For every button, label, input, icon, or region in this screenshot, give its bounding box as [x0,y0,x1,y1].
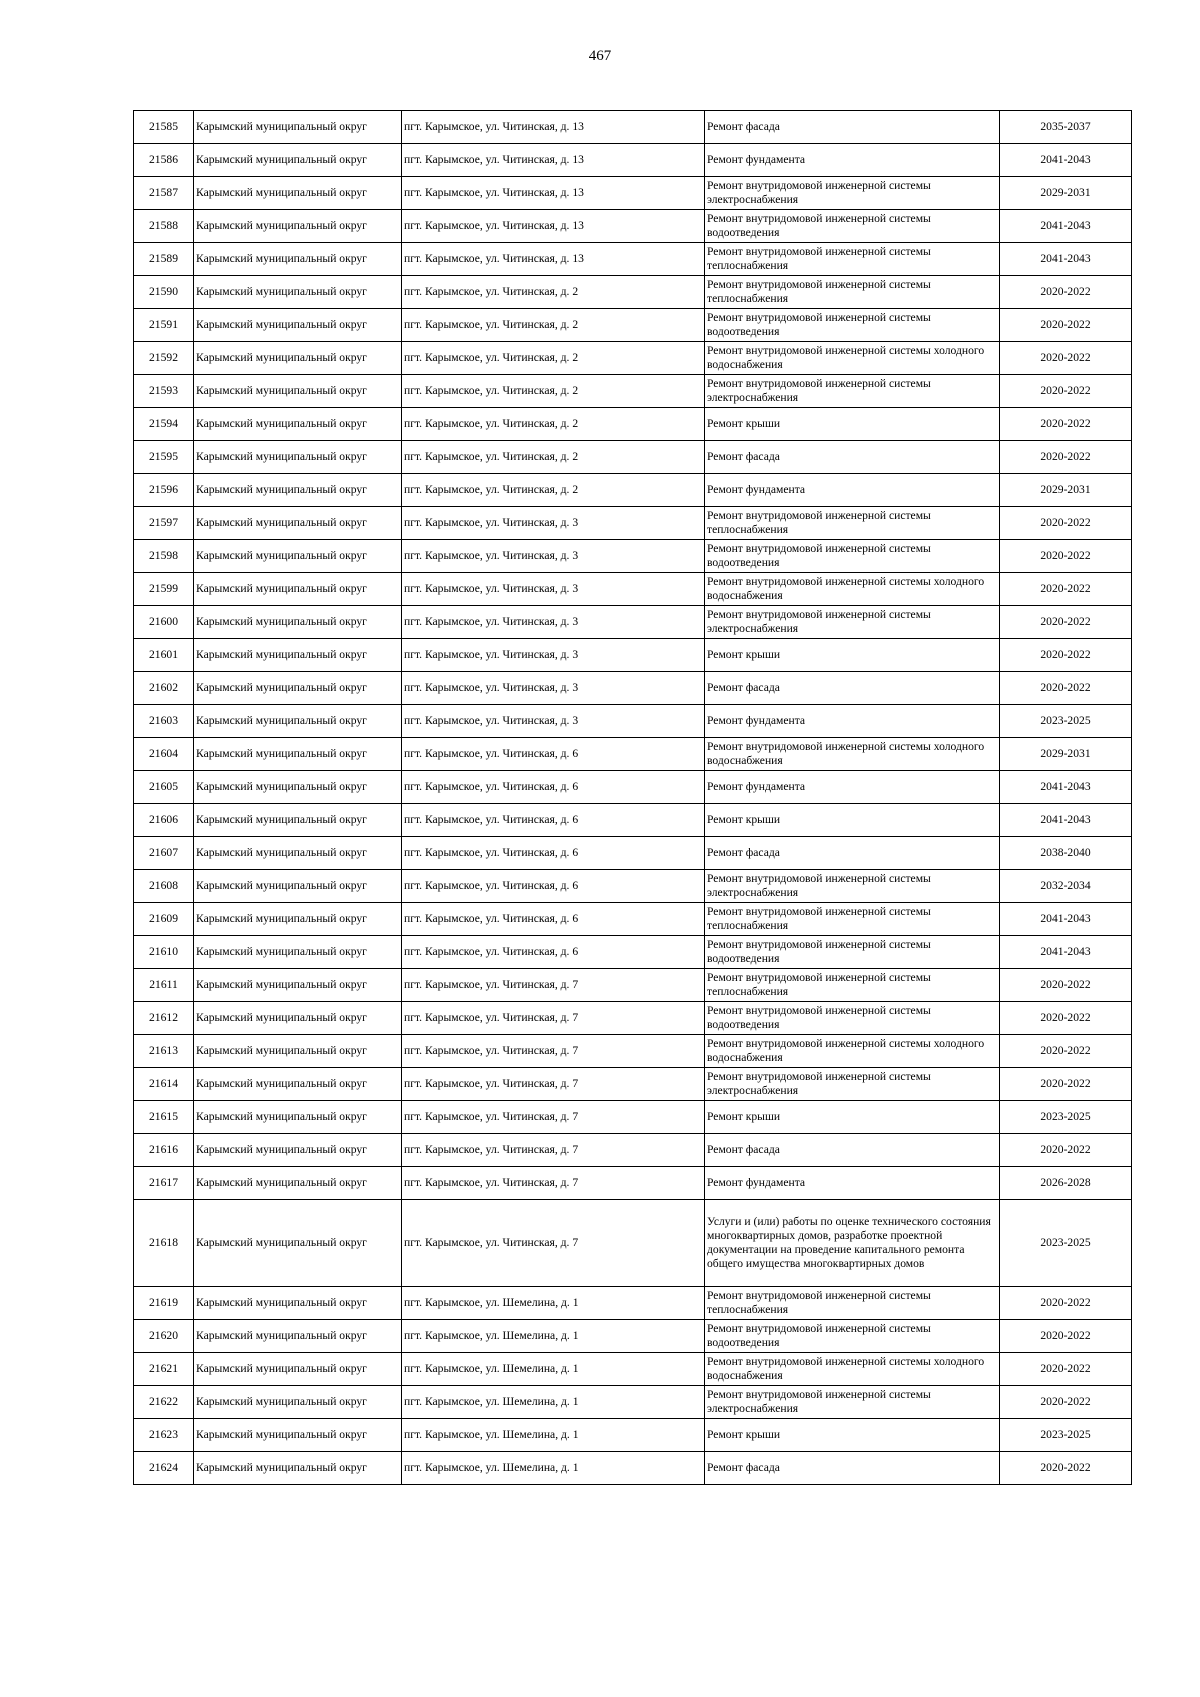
cell-row-number: 21592 [134,342,194,375]
cell-municipality: Карымский муниципальный округ [194,606,402,639]
cell-row-number: 21596 [134,474,194,507]
cell-row-number: 21623 [134,1419,194,1452]
table-row [134,540,1132,573]
cell-row-number: 21601 [134,639,194,672]
table-row [134,1353,1132,1386]
cell-municipality: Карымский муниципальный округ [194,804,402,837]
cell-municipality: Карымский муниципальный округ [194,507,402,540]
cell-work-type: Ремонт внутридомовой инженерной системы теплоснабжения [705,276,1000,309]
cell-work-type: Ремонт внутридомовой инженерной системы водоотведения [705,1002,1000,1035]
cell-address: пгт. Карымское, ул. Читинская, д. 7 [402,1002,705,1035]
cell-address: пгт. Карымское, ул. Читинская, д. 2 [402,441,705,474]
cell-address: пгт. Карымское, ул. Читинская, д. 13 [402,111,705,144]
cell-address: пгт. Карымское, ул. Шемелина, д. 1 [402,1419,705,1452]
table-row [134,639,1132,672]
table-row [134,474,1132,507]
cell-period: 2020-2022 [1000,276,1132,309]
cell-period: 2023-2025 [1000,1101,1132,1134]
cell-period: 2020-2022 [1000,672,1132,705]
cell-municipality: Карымский муниципальный округ [194,375,402,408]
table-row [134,1452,1132,1485]
cell-period: 2026-2028 [1000,1167,1132,1200]
cell-row-number: 21603 [134,705,194,738]
cell-period: 2020-2022 [1000,342,1132,375]
cell-work-type: Ремонт внутридомовой инженерной системы холодного водоснабжения [705,1035,1000,1068]
cell-work-type: Ремонт фундамента [705,705,1000,738]
table-row [134,573,1132,606]
cell-work-type: Ремонт внутридомовой инженерной системы электроснабжения [705,606,1000,639]
cell-work-type: Ремонт внутридомовой инженерной системы холодного водоснабжения [705,1353,1000,1386]
cell-address: пгт. Карымское, ул. Читинская, д. 7 [402,1101,705,1134]
cell-period: 2023-2025 [1000,1200,1132,1287]
cell-work-type: Ремонт фундамента [705,144,1000,177]
cell-municipality: Карымский муниципальный округ [194,1353,402,1386]
table-row [134,375,1132,408]
cell-row-number: 21622 [134,1386,194,1419]
table-row [134,870,1132,903]
cell-period: 2041-2043 [1000,771,1132,804]
cell-municipality: Карымский муниципальный округ [194,705,402,738]
cell-row-number: 21588 [134,210,194,243]
cell-address: пгт. Карымское, ул. Читинская, д. 6 [402,936,705,969]
cell-period: 2035-2037 [1000,111,1132,144]
cell-row-number: 21594 [134,408,194,441]
cell-period: 2029-2031 [1000,474,1132,507]
cell-work-type: Ремонт крыши [705,1419,1000,1452]
cell-work-type: Ремонт фундамента [705,474,1000,507]
cell-work-type: Ремонт внутридомовой инженерной системы теплоснабжения [705,969,1000,1002]
cell-address: пгт. Карымское, ул. Читинская, д. 6 [402,804,705,837]
cell-address: пгт. Карымское, ул. Читинская, д. 7 [402,1068,705,1101]
cell-period: 2041-2043 [1000,144,1132,177]
cell-work-type: Ремонт крыши [705,1101,1000,1134]
cell-address: пгт. Карымское, ул. Читинская, д. 3 [402,639,705,672]
cell-municipality: Карымский муниципальный округ [194,540,402,573]
table-row [134,408,1132,441]
cell-address: пгт. Карымское, ул. Читинская, д. 6 [402,903,705,936]
cell-municipality: Карымский муниципальный округ [194,639,402,672]
cell-period: 2029-2031 [1000,738,1132,771]
cell-address: пгт. Карымское, ул. Читинская, д. 6 [402,837,705,870]
table-row [134,606,1132,639]
cell-address: пгт. Карымское, ул. Читинская, д. 2 [402,408,705,441]
table-row [134,276,1132,309]
cell-row-number: 21619 [134,1287,194,1320]
cell-row-number: 21589 [134,243,194,276]
cell-period: 2041-2043 [1000,243,1132,276]
cell-period: 2020-2022 [1000,606,1132,639]
cell-address: пгт. Карымское, ул. Шемелина, д. 1 [402,1452,705,1485]
cell-period: 2032-2034 [1000,870,1132,903]
cell-period: 2020-2022 [1000,375,1132,408]
cell-row-number: 21606 [134,804,194,837]
cell-period: 2038-2040 [1000,837,1132,870]
cell-period: 2020-2022 [1000,969,1132,1002]
table-row [134,210,1132,243]
table-row [134,1035,1132,1068]
cell-work-type: Ремонт крыши [705,804,1000,837]
cell-row-number: 21616 [134,1134,194,1167]
cell-row-number: 21605 [134,771,194,804]
cell-row-number: 21609 [134,903,194,936]
table-row [134,1287,1132,1320]
cell-period: 2020-2022 [1000,507,1132,540]
cell-period: 2020-2022 [1000,1386,1132,1419]
cell-municipality: Карымский муниципальный округ [194,1068,402,1101]
cell-municipality: Карымский муниципальный округ [194,1200,402,1287]
table-row [134,969,1132,1002]
cell-work-type: Ремонт фасада [705,672,1000,705]
cell-municipality: Карымский муниципальный округ [194,672,402,705]
cell-municipality: Карымский муниципальный округ [194,1386,402,1419]
cell-municipality: Карымский муниципальный округ [194,936,402,969]
cell-period: 2041-2043 [1000,804,1132,837]
cell-row-number: 21593 [134,375,194,408]
cell-work-type: Ремонт фасада [705,1452,1000,1485]
cell-row-number: 21590 [134,276,194,309]
table-row [134,1386,1132,1419]
cell-address: пгт. Карымское, ул. Читинская, д. 3 [402,606,705,639]
cell-period: 2020-2022 [1000,540,1132,573]
cell-municipality: Карымский муниципальный округ [194,111,402,144]
table-row [134,738,1132,771]
cell-period: 2020-2022 [1000,1068,1132,1101]
table-row [134,1200,1132,1287]
cell-municipality: Карымский муниципальный округ [194,177,402,210]
table-row [134,1419,1132,1452]
cell-row-number: 21597 [134,507,194,540]
table-row [134,936,1132,969]
cell-row-number: 21621 [134,1353,194,1386]
cell-municipality: Карымский муниципальный округ [194,903,402,936]
table-row [134,1002,1132,1035]
cell-address: пгт. Карымское, ул. Читинская, д. 13 [402,210,705,243]
cell-work-type: Ремонт крыши [705,408,1000,441]
cell-row-number: 21608 [134,870,194,903]
cell-period: 2020-2022 [1000,573,1132,606]
cell-municipality: Карымский муниципальный округ [194,1419,402,1452]
cell-row-number: 21599 [134,573,194,606]
cell-period: 2020-2022 [1000,1320,1132,1353]
cell-address: пгт. Карымское, ул. Читинская, д. 7 [402,1167,705,1200]
cell-municipality: Карымский муниципальный округ [194,573,402,606]
cell-address: пгт. Карымское, ул. Читинская, д. 7 [402,1035,705,1068]
cell-address: пгт. Карымское, ул. Читинская, д. 13 [402,144,705,177]
cell-work-type: Ремонт внутридомовой инженерной системы водоотведения [705,1320,1000,1353]
page-number: 467 [588,48,612,64]
table-row [134,903,1132,936]
cell-municipality: Карымский муниципальный округ [194,1452,402,1485]
cell-address: пгт. Карымское, ул. Читинская, д. 3 [402,507,705,540]
cell-work-type: Ремонт внутридомовой инженерной системы электроснабжения [705,1386,1000,1419]
cell-address: пгт. Карымское, ул. Читинская, д. 7 [402,1134,705,1167]
table-row [134,837,1132,870]
cell-municipality: Карымский муниципальный округ [194,1134,402,1167]
cell-period: 2023-2025 [1000,705,1132,738]
cell-row-number: 21613 [134,1035,194,1068]
cell-period: 2023-2025 [1000,1419,1132,1452]
cell-period: 2041-2043 [1000,210,1132,243]
table-row [134,1101,1132,1134]
table-row [134,1068,1132,1101]
cell-period: 2020-2022 [1000,1134,1132,1167]
cell-period: 2029-2031 [1000,177,1132,210]
cell-address: пгт. Карымское, ул. Шемелина, д. 1 [402,1353,705,1386]
cell-municipality: Карымский муниципальный округ [194,342,402,375]
cell-row-number: 21595 [134,441,194,474]
cell-period: 2020-2022 [1000,1452,1132,1485]
cell-row-number: 21614 [134,1068,194,1101]
cell-address: пгт. Карымское, ул. Читинская, д. 6 [402,771,705,804]
cell-row-number: 21612 [134,1002,194,1035]
cell-municipality: Карымский муниципальный округ [194,738,402,771]
cell-address: пгт. Карымское, ул. Шемелина, д. 1 [402,1287,705,1320]
cell-address: пгт. Карымское, ул. Читинская, д. 13 [402,243,705,276]
cell-work-type: Ремонт внутридомовой инженерной системы водоотведения [705,936,1000,969]
cell-work-type: Ремонт крыши [705,639,1000,672]
cell-row-number: 21607 [134,837,194,870]
cell-work-type: Ремонт фундамента [705,1167,1000,1200]
cell-address: пгт. Карымское, ул. Читинская, д. 2 [402,474,705,507]
cell-municipality: Карымский муниципальный округ [194,870,402,903]
cell-municipality: Карымский муниципальный округ [194,1002,402,1035]
table-row [134,672,1132,705]
table-row [134,441,1132,474]
cell-address: пгт. Карымское, ул. Читинская, д. 2 [402,309,705,342]
cell-municipality: Карымский муниципальный округ [194,309,402,342]
cell-row-number: 21602 [134,672,194,705]
cell-row-number: 21624 [134,1452,194,1485]
table-row [134,111,1132,144]
cell-period: 2020-2022 [1000,1035,1132,1068]
table-body [134,111,1132,1485]
cell-municipality: Карымский муниципальный округ [194,408,402,441]
cell-work-type: Ремонт внутридомовой инженерной системы холодного водоснабжения [705,573,1000,606]
cell-work-type: Ремонт фундамента [705,771,1000,804]
table-row [134,771,1132,804]
cell-work-type: Ремонт внутридомовой инженерной системы электроснабжения [705,177,1000,210]
table-row [134,1320,1132,1353]
cell-municipality: Карымский муниципальный округ [194,1320,402,1353]
cell-municipality: Карымский муниципальный округ [194,276,402,309]
cell-work-type: Ремонт внутридомовой инженерной системы теплоснабжения [705,1287,1000,1320]
cell-address: пгт. Карымское, ул. Читинская, д. 6 [402,738,705,771]
cell-municipality: Карымский муниципальный округ [194,210,402,243]
table-row [134,177,1132,210]
cell-row-number: 21585 [134,111,194,144]
cell-address: пгт. Карымское, ул. Читинская, д. 2 [402,342,705,375]
table-row [134,1167,1132,1200]
table-row [134,243,1132,276]
cell-row-number: 21587 [134,177,194,210]
cell-row-number: 21620 [134,1320,194,1353]
cell-period: 2020-2022 [1000,309,1132,342]
cell-period: 2020-2022 [1000,1287,1132,1320]
cell-period: 2020-2022 [1000,1353,1132,1386]
cell-work-type: Ремонт фасада [705,441,1000,474]
cell-period: 2020-2022 [1000,639,1132,672]
cell-work-type: Ремонт внутридомовой инженерной системы электроснабжения [705,375,1000,408]
cell-row-number: 21611 [134,969,194,1002]
cell-work-type: Ремонт внутридомовой инженерной системы водоотведения [705,309,1000,342]
cell-address: пгт. Карымское, ул. Читинская, д. 3 [402,540,705,573]
cell-municipality: Карымский муниципальный округ [194,1167,402,1200]
cell-period: 2041-2043 [1000,903,1132,936]
table-row [134,1134,1132,1167]
cell-work-type: Ремонт внутридомовой инженерной системы водоотведения [705,540,1000,573]
cell-address: пгт. Карымское, ул. Читинская, д. 7 [402,969,705,1002]
cell-work-type: Ремонт внутридомовой инженерной системы теплоснабжения [705,243,1000,276]
cell-work-type: Ремонт внутридомовой инженерной системы теплоснабжения [705,507,1000,540]
cell-address: пгт. Карымское, ул. Шемелина, д. 1 [402,1386,705,1419]
cell-address: пгт. Карымское, ул. Читинская, д. 3 [402,573,705,606]
cell-address: пгт. Карымское, ул. Шемелина, д. 1 [402,1320,705,1353]
cell-row-number: 21610 [134,936,194,969]
cell-period: 2041-2043 [1000,936,1132,969]
cell-work-type: Ремонт внутридомовой инженерной системы холодного водоснабжения [705,342,1000,375]
repair-schedule-table [133,110,1132,1485]
cell-municipality: Карымский муниципальный округ [194,1035,402,1068]
cell-work-type: Ремонт фасада [705,837,1000,870]
cell-municipality: Карымский муниципальный округ [194,243,402,276]
cell-municipality: Карымский муниципальный округ [194,969,402,1002]
table-row [134,342,1132,375]
cell-row-number: 21586 [134,144,194,177]
cell-municipality: Карымский муниципальный округ [194,1101,402,1134]
cell-work-type: Ремонт фасада [705,111,1000,144]
cell-work-type: Ремонт внутридомовой инженерной системы холодного водоснабжения [705,738,1000,771]
cell-work-type: Услуги и (или) работы по оценке технического состояния многоквартирных домов, разработке проектной документации на проведение капитального ремонта общего имущества многоквартирных домов [705,1200,1000,1287]
cell-municipality: Карымский муниципальный округ [194,474,402,507]
cell-work-type: Ремонт внутридомовой инженерной системы электроснабжения [705,1068,1000,1101]
cell-work-type: Ремонт внутридомовой инженерной системы водоотведения [705,210,1000,243]
cell-municipality: Карымский муниципальный округ [194,837,402,870]
cell-period: 2020-2022 [1000,441,1132,474]
cell-address: пгт. Карымское, ул. Читинская, д. 2 [402,276,705,309]
cell-municipality: Карымский муниципальный округ [194,144,402,177]
cell-address: пгт. Карымское, ул. Читинская, д. 2 [402,375,705,408]
table-row [134,144,1132,177]
cell-row-number: 21591 [134,309,194,342]
table-row [134,309,1132,342]
table-row [134,804,1132,837]
cell-work-type: Ремонт внутридомовой инженерной системы электроснабжения [705,870,1000,903]
cell-address: пгт. Карымское, ул. Читинская, д. 7 [402,1200,705,1287]
cell-address: пгт. Карымское, ул. Читинская, д. 6 [402,870,705,903]
cell-row-number: 21600 [134,606,194,639]
table-row [134,705,1132,738]
cell-period: 2020-2022 [1000,1002,1132,1035]
cell-period: 2020-2022 [1000,408,1132,441]
cell-row-number: 21604 [134,738,194,771]
cell-address: пгт. Карымское, ул. Читинская, д. 3 [402,705,705,738]
cell-address: пгт. Карымское, ул. Читинская, д. 13 [402,177,705,210]
cell-row-number: 21615 [134,1101,194,1134]
cell-row-number: 21618 [134,1200,194,1287]
table-row [134,507,1132,540]
cell-address: пгт. Карымское, ул. Читинская, д. 3 [402,672,705,705]
cell-row-number: 21598 [134,540,194,573]
cell-row-number: 21617 [134,1167,194,1200]
cell-municipality: Карымский муниципальный округ [194,441,402,474]
cell-work-type: Ремонт внутридомовой инженерной системы теплоснабжения [705,903,1000,936]
cell-municipality: Карымский муниципальный округ [194,771,402,804]
cell-work-type: Ремонт фасада [705,1134,1000,1167]
cell-municipality: Карымский муниципальный округ [194,1287,402,1320]
